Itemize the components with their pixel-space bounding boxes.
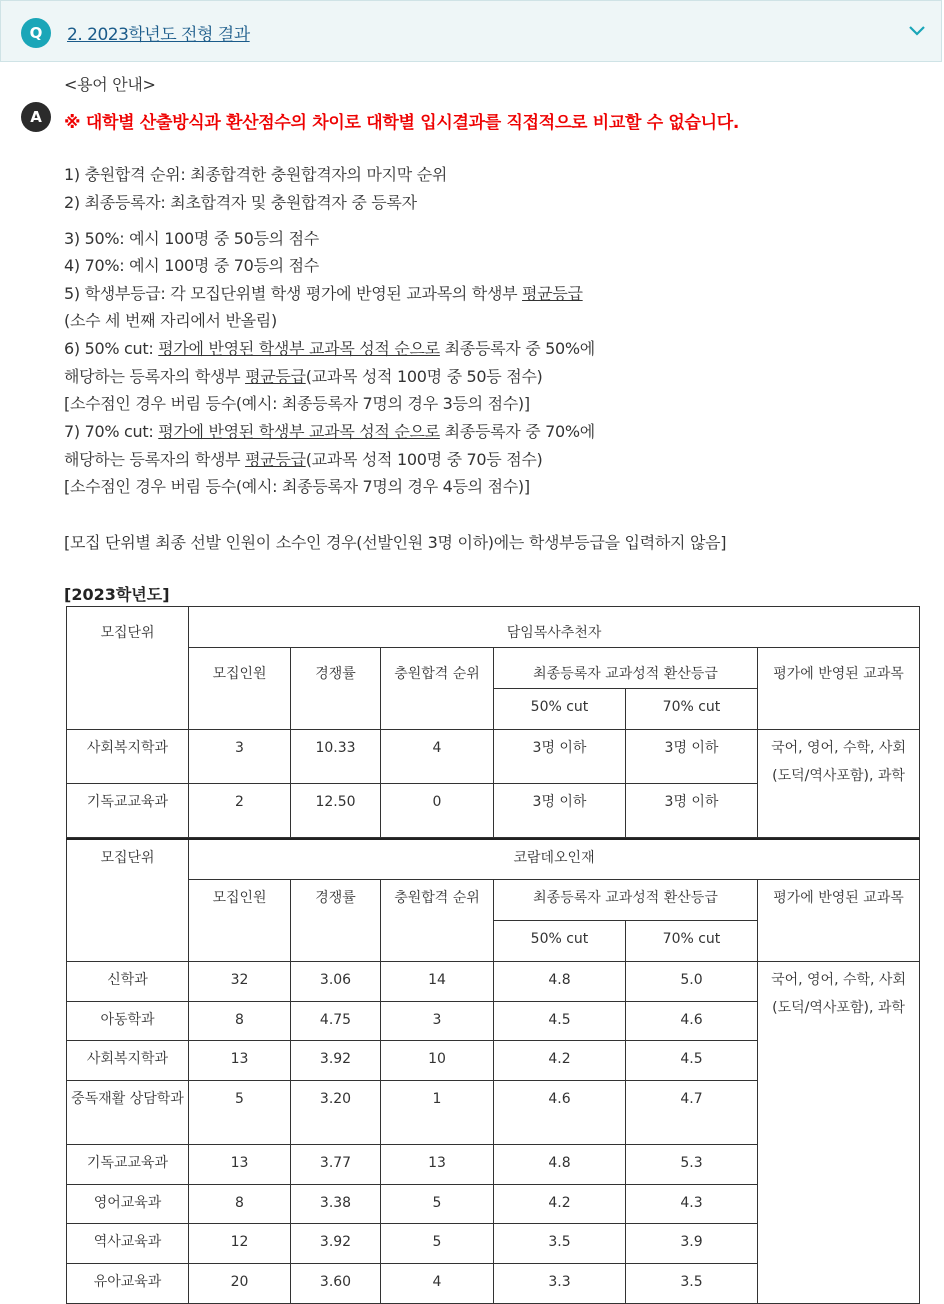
cell-quota: 20 xyxy=(189,1263,291,1303)
term-7: 7) 70% cut: 평가에 반영된 학생부 교과목 성적 순으로 최종등록자 중 70%에 xyxy=(64,422,595,441)
question-header[interactable] xyxy=(0,0,942,62)
header-quota: 모집인원 xyxy=(189,648,291,730)
cell-quota: 12 xyxy=(189,1223,291,1263)
term-2: 2) 최종등록자: 최초합격자 및 충원합격자 중 등록자 xyxy=(64,193,417,212)
cell-cut70: 4.7 xyxy=(626,1080,758,1144)
cell-cut50: 3.5 xyxy=(494,1223,626,1263)
cell-quota: 8 xyxy=(189,1001,291,1040)
cell-quota: 3 xyxy=(189,730,291,784)
term-6-line2: 해당하는 등록자의 학생부 평균등급(교과목 성적 100명 중 50등 점수) xyxy=(64,367,543,386)
term-5: 5) 학생부등급: 각 모집단위별 학생 평가에 반영된 교과목의 학생부 평균등급 xyxy=(64,284,583,303)
cell-rate: 4.75 xyxy=(291,1001,381,1040)
cell-rate: 3.92 xyxy=(291,1223,381,1263)
cell-rate: 10.33 xyxy=(291,730,381,784)
cell-unit: 역사교육과 xyxy=(67,1223,189,1263)
term-4: 4) 70%: 예시 100명 중 70등의 점수 xyxy=(64,256,319,275)
cell-quota: 8 xyxy=(189,1184,291,1223)
cell-cut50: 4.2 xyxy=(494,1040,626,1080)
cell-rank: 13 xyxy=(381,1144,494,1184)
cell-rank: 4 xyxy=(381,730,494,784)
result-table-coramdeo xyxy=(66,838,920,1304)
cell-quota: 32 xyxy=(189,961,291,1001)
cell-rank: 0 xyxy=(381,784,494,838)
cell-cut50: 4.2 xyxy=(494,1184,626,1223)
header-unit: 모집단위 xyxy=(67,839,189,961)
header-quota: 모집인원 xyxy=(189,879,291,961)
header-grade: 최종등록자 교과성적 환산등급 xyxy=(494,648,758,689)
cell-unit: 중독재활 상담학과 xyxy=(67,1080,189,1144)
question-title[interactable]: 2. 2023학년도 전형 결과 xyxy=(67,25,250,45)
cell-unit: 기독교교육과 xyxy=(67,784,189,838)
chevron-down-icon[interactable] xyxy=(907,23,927,39)
header-cut70: 70% cut xyxy=(626,689,758,730)
cell-cut50: 3.3 xyxy=(494,1263,626,1303)
cell-cut70: 3명 이하 xyxy=(626,784,758,838)
header-subjects: 평가에 반영된 교과목 xyxy=(758,648,920,730)
cell-cut50: 3명 이하 xyxy=(494,730,626,784)
cell-rank: 14 xyxy=(381,961,494,1001)
header-rate: 경쟁률 xyxy=(291,879,381,961)
term-7-line2: 해당하는 등록자의 학생부 평균등급(교과목 성적 100명 중 70등 점수) xyxy=(64,450,543,469)
cell-rate: 12.50 xyxy=(291,784,381,838)
cell-rate: 3.77 xyxy=(291,1144,381,1184)
cell-cut70: 5.0 xyxy=(626,961,758,1001)
header-grade: 최종등록자 교과성적 환산등급 xyxy=(494,879,758,920)
header-unit: 모집단위 xyxy=(67,607,189,730)
cell-rate: 3.06 xyxy=(291,961,381,1001)
cell-rate: 3.20 xyxy=(291,1080,381,1144)
term-3: 3) 50%: 예시 100명 중 50등의 점수 xyxy=(64,229,319,248)
cell-rank: 1 xyxy=(381,1080,494,1144)
header-cut50: 50% cut xyxy=(494,689,626,730)
cell-unit: 아동학과 xyxy=(67,1001,189,1040)
cell-rate: 3.60 xyxy=(291,1263,381,1303)
header-track: 담임목사추천자 xyxy=(189,607,920,648)
selection-note: [모집 단위별 최종 선발 인원이 소수인 경우(선발인원 3명 이하)에는 학생부등급을 입력하지 않음] xyxy=(64,533,727,552)
term-7-line3: [소수점인 경우 버림 등수(예시: 최종등록자 7명의 경우 4등의 점수)] xyxy=(64,477,530,496)
term-5-note: (소수 세 번째 자리에서 반올림) xyxy=(64,311,277,330)
warning-text: ※ 대학별 산출방식과 환산점수의 차이로 대학별 입시결과를 직접적으로 비교할 수 없습니다. xyxy=(64,113,740,133)
term-6: 6) 50% cut: 평가에 반영된 학생부 교과목 성적 순으로 최종등록자 중 50%에 xyxy=(64,339,595,358)
cell-unit: 신학과 xyxy=(67,961,189,1001)
term-6-line3: [소수점인 경우 버림 등수(예시: 최종등록자 7명의 경우 3등의 점수)] xyxy=(64,394,530,413)
table-row xyxy=(67,730,920,784)
cell-cut50: 4.6 xyxy=(494,1080,626,1144)
answer-badge: A xyxy=(21,102,51,132)
term-1: 1) 충원합격 순위: 최종합격한 충원합격자의 마지막 순위 xyxy=(64,165,448,184)
section-title: [2023학년도] xyxy=(64,585,170,604)
header-rate: 경쟁률 xyxy=(291,648,381,730)
cell-cut50: 3명 이하 xyxy=(494,784,626,838)
cell-cut50: 4.8 xyxy=(494,961,626,1001)
cell-cut50: 4.8 xyxy=(494,1144,626,1184)
header-cut50: 50% cut xyxy=(494,920,626,961)
cell-cut70: 3.5 xyxy=(626,1263,758,1303)
cell-cut70: 4.5 xyxy=(626,1040,758,1080)
cell-quota: 2 xyxy=(189,784,291,838)
cell-rank: 4 xyxy=(381,1263,494,1303)
cell-rate: 3.38 xyxy=(291,1184,381,1223)
cell-rank: 10 xyxy=(381,1040,494,1080)
cell-unit: 기독교교육과 xyxy=(67,1144,189,1184)
cell-cut70: 4.3 xyxy=(626,1184,758,1223)
result-table-pastor xyxy=(66,606,920,838)
cell-rate: 3.92 xyxy=(291,1040,381,1080)
question-badge: Q xyxy=(21,18,51,48)
cell-rank: 5 xyxy=(381,1184,494,1223)
header-subjects: 평가에 반영된 교과목 xyxy=(758,879,920,961)
cell-rank: 3 xyxy=(381,1001,494,1040)
cell-cut70: 3명 이하 xyxy=(626,730,758,784)
cell-unit: 사회복지학과 xyxy=(67,730,189,784)
header-track: 코람데오인재 xyxy=(189,839,920,879)
cell-quota: 5 xyxy=(189,1080,291,1144)
cell-cut70: 5.3 xyxy=(626,1144,758,1184)
cell-quota: 13 xyxy=(189,1040,291,1080)
header-rank: 충원합격 순위 xyxy=(381,648,494,730)
header-rank: 충원합격 순위 xyxy=(381,879,494,961)
header-cut70: 70% cut xyxy=(626,920,758,961)
cell-subjects: 국어, 영어, 수학, 사회(도덕/역사포함), 과학 xyxy=(758,730,920,838)
cell-cut70: 3.9 xyxy=(626,1223,758,1263)
cell-quota: 13 xyxy=(189,1144,291,1184)
cell-cut50: 4.5 xyxy=(494,1001,626,1040)
cell-subjects: 국어, 영어, 수학, 사회(도덕/역사포함), 과학 xyxy=(758,961,920,1303)
cell-unit: 영어교육과 xyxy=(67,1184,189,1223)
guide-heading: <용어 안내> xyxy=(64,75,156,94)
cell-unit: 사회복지학과 xyxy=(67,1040,189,1080)
cell-cut70: 4.6 xyxy=(626,1001,758,1040)
cell-rank: 5 xyxy=(381,1223,494,1263)
cell-unit: 유아교육과 xyxy=(67,1263,189,1303)
table-row xyxy=(67,961,920,1001)
